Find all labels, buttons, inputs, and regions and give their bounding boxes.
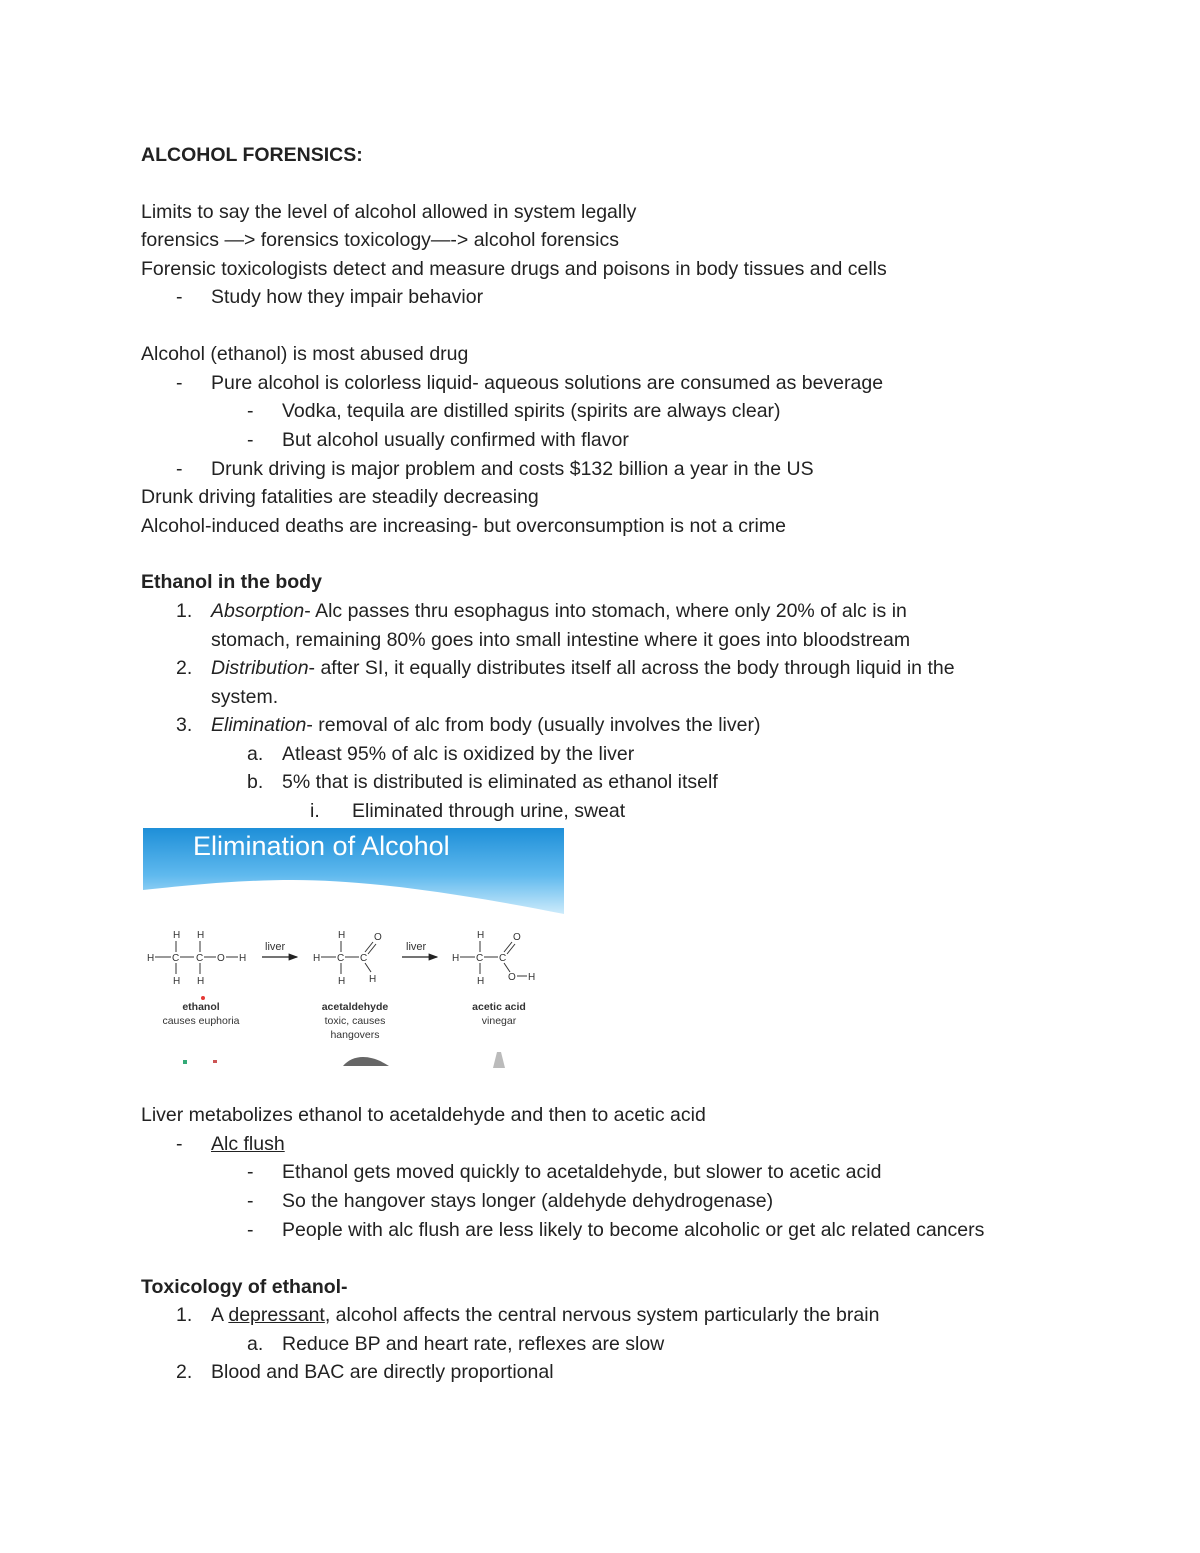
elimination-sub-a: Atleast 95% of alc is oxidized by the liver <box>282 743 635 765</box>
distribution-continuation: system. <box>211 686 279 708</box>
atom-h: H <box>338 930 346 941</box>
toxicology-item-1-pre: A <box>211 1304 229 1326</box>
intro-line-2: forensics —> forensics toxicology—-> alcohol forensics <box>141 229 619 251</box>
term-elimination: Elimination <box>211 714 307 736</box>
atom-o: O <box>508 972 516 983</box>
list-number: 2. <box>176 1361 193 1383</box>
intro-bullet-1: Study how they impair behavior <box>211 286 484 308</box>
term-depressant: depressant <box>228 1304 325 1326</box>
atom-o: O <box>217 953 225 964</box>
list-item-distribution <box>211 656 955 680</box>
alcohol-subbullet-1: Vodka, tequila are distilled spirits (spirits are always clear) <box>282 400 781 422</box>
absorption-text: - Alc passes thru esophagus into stomach, where only 20% of alc is in <box>304 600 907 622</box>
figure-title: Elimination of Alcohol <box>193 831 450 861</box>
toxicology-item-1-post: , alcohol affects the central nervous system particularly the brain <box>324 1304 880 1326</box>
section-heading-toxicology: Toxicology of ethanol- <box>141 1276 348 1298</box>
ethanol-structure <box>147 930 246 987</box>
flush-bullet-2: So the hangover stays longer (aldehyde dehydrogenase) <box>282 1190 774 1212</box>
bullet-marker: - <box>247 429 254 451</box>
atom-h: H <box>477 930 485 941</box>
list-letter: a. <box>247 743 264 765</box>
toxicology-item-1 <box>211 1303 879 1327</box>
atom-h: H <box>338 976 346 987</box>
atom-c: C <box>196 953 204 964</box>
alcohol-bullet-2: Drunk driving is major problem and costs $132 billion a year in the US <box>211 458 814 480</box>
toxicology-sub-a: Reduce BP and heart rate, reflexes are slow <box>282 1333 665 1355</box>
toxicology-item-2: Blood and BAC are directly proportional <box>211 1361 554 1383</box>
caption-acetic-acid-desc: vinegar <box>481 1015 517 1027</box>
atom-c: C <box>172 953 180 964</box>
arrow-label-liver: liver <box>265 941 286 953</box>
acetic-acid-structure <box>452 930 535 987</box>
vinegar-image-fragment <box>493 1052 505 1068</box>
elimination-sub-b-i: Eliminated through urine, sweat <box>352 800 626 822</box>
alc-flush-label: Alc flush <box>211 1133 285 1155</box>
alcohol-bullet-1: Pure alcohol is colorless liquid- aqueous solutions are consumed as beverage <box>211 372 884 394</box>
atom-o: O <box>374 932 382 943</box>
elimination-of-alcohol-figure <box>143 828 564 1070</box>
small-green-marker <box>183 1060 187 1064</box>
atom-c: C <box>476 953 484 964</box>
atom-c: C <box>337 953 345 964</box>
flush-bullet-3: People with alc flush are less likely to become alcoholic or get alc related cancers <box>282 1219 985 1241</box>
bullet-marker: - <box>176 1133 183 1155</box>
alcohol-subbullet-2: But alcohol usually confirmed with flavor <box>282 429 629 451</box>
arrow-label-liver: liver <box>406 941 427 953</box>
term-absorption: Absorption <box>211 600 305 622</box>
list-letter: a. <box>247 1333 264 1355</box>
caption-acetaldehyde-name: acetaldehyde <box>321 1001 389 1013</box>
list-roman: i. <box>310 800 320 822</box>
liver-heading-line: Liver metabolizes ethanol to acetaldehyde and then to acetic acid <box>141 1104 706 1126</box>
bullet-marker: - <box>176 372 183 394</box>
hangover-image-fragment <box>315 1057 389 1066</box>
atom-h: H <box>528 972 536 983</box>
alcohol-line-6: Alcohol-induced deaths are increasing- but overconsumption is not a crime <box>141 515 786 537</box>
red-dot-marker <box>201 996 205 1000</box>
bullet-marker: - <box>247 1219 254 1241</box>
distribution-text: - after SI, it equally distributes itself all across the body through liquid in the <box>308 657 955 679</box>
atom-h: H <box>197 930 205 941</box>
caption-ethanol-desc: causes euphoria <box>162 1015 240 1027</box>
list-number: 1. <box>176 1304 193 1326</box>
bullet-marker: - <box>247 1161 254 1183</box>
atom-h: H <box>239 953 247 964</box>
alcohol-heading-line: Alcohol (ethanol) is most abused drug <box>141 343 469 365</box>
atom-c: C <box>499 953 507 964</box>
atom-h: H <box>197 976 205 987</box>
caption-acetaldehyde-desc1: toxic, causes <box>324 1015 386 1027</box>
atom-c: C <box>360 953 368 964</box>
elimination-sub-b: 5% that is distributed is eliminated as ethanol itself <box>282 771 718 793</box>
absorption-continuation: stomach, remaining 80% goes into small intestine where it goes into bloodstream <box>211 629 911 651</box>
caption-acetaldehyde-desc2: hangovers <box>330 1029 380 1041</box>
flush-bullet-1: Ethanol gets moved quickly to acetaldehyde, but slower to acetic acid <box>282 1161 882 1183</box>
atom-h: H <box>147 953 155 964</box>
acetaldehyde-structure <box>313 930 382 987</box>
list-number: 2. <box>176 657 193 679</box>
intro-line-3: Forensic toxicologists detect and measure drugs and poisons in body tissues and cells <box>141 258 887 280</box>
atom-h: H <box>477 976 485 987</box>
caption-acetic-acid-name: acetic acid <box>472 1001 526 1013</box>
list-number: 1. <box>176 600 193 622</box>
alcohol-line-5: Drunk driving fatalities are steadily decreasing <box>141 486 539 508</box>
elimination-text: - removal of alc from body (usually involves the liver) <box>306 714 761 736</box>
section-heading-ethanol-body: Ethanol in the body <box>141 571 322 593</box>
small-red-marker <box>213 1060 217 1063</box>
atom-h: H <box>313 953 321 964</box>
term-distribution: Distribution <box>211 657 309 679</box>
bullet-marker: - <box>247 400 254 422</box>
atom-h: H <box>452 953 460 964</box>
caption-ethanol-name: ethanol <box>182 1001 220 1013</box>
bullet-marker: - <box>176 286 183 308</box>
atom-h: H <box>173 930 181 941</box>
atom-h: H <box>369 974 377 985</box>
list-item-elimination <box>211 713 760 737</box>
bullet-marker: - <box>247 1190 254 1212</box>
atom-o: O <box>513 932 521 943</box>
list-number: 3. <box>176 714 193 736</box>
doc-title: ALCOHOL FORENSICS: <box>141 144 363 166</box>
atom-h: H <box>173 976 181 987</box>
list-item-absorption <box>211 599 907 623</box>
bullet-marker: - <box>176 458 183 480</box>
intro-line-1: Limits to say the level of alcohol allowed in system legally <box>141 201 637 223</box>
list-letter: b. <box>247 771 264 793</box>
